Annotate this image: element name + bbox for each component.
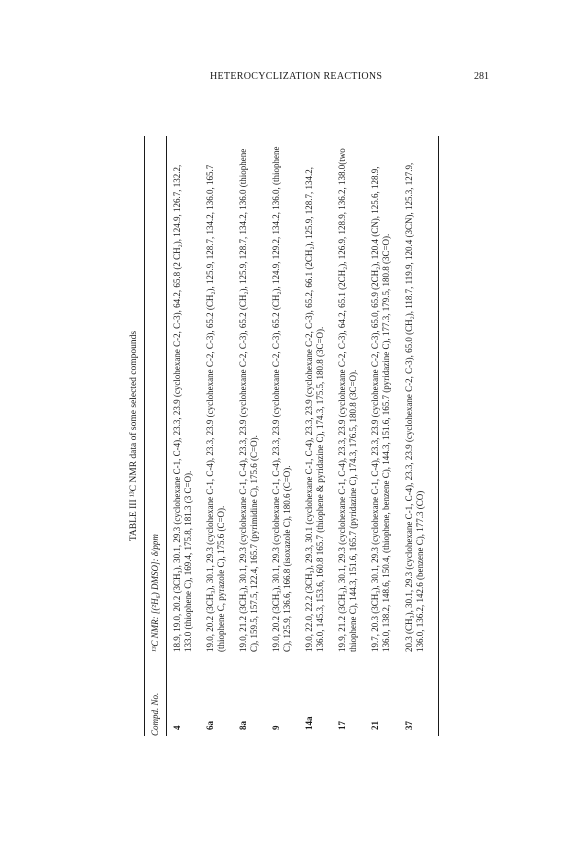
- page-number: 281: [474, 71, 489, 82]
- running-head: HETEROCYCLIZATION REACTIONS: [210, 71, 383, 82]
- nmr-data: 19.7, 20.3 (3CH₃), 30.1, 29.3 (cyclohexane C-1, C-4), 23.3, 23.9 (cyclohexane C-2, C-3), 65.0, 65.9 (2CH₂), 120.4 (CN), 125.6, 128.9, 136.0, 138.2, 148.6, 150.4, (thiophene, benzene C), 144.3, 151.6, 165.7 (pyridazine C), 177.3, 179.5, 180.8 (3C=O).: [370, 166, 391, 652]
- compound-number: 9: [271, 725, 281, 730]
- nmr-data: 19.9, 21.2 (3CH₃), 30.1, 29.3 (cyclohexane C-1, C-4), 23.3, 23.9 (cyclohexane C-2, C-3), 64.2, 65.1 (2CH₂), 126.9, 128.9, 136.2, 138.0(two thiophene C), 144.3, 151.6, 165.7 (pyridazine C), 174.3, 176.5, 180.8 (3C=O).: [337, 148, 358, 652]
- nmr-data: 19.0, 20.2 (3CH₃), 30.1, 29.3 (cyclohexane C-1, C-4), 23.3, 23.9 (cyclohexane C-2, C-3), 65.2 (CH₂), 125.9, 128.7, 134.2, 136.0, 165.7 (thiophene C, pyrazole C), 175.6 (C=O).: [205, 164, 226, 652]
- compound-number: 21: [370, 721, 380, 730]
- compound-number: 17: [337, 721, 347, 730]
- nmr-data: 19.0, 21.2 (3CH₃), 30.1, 29.3 (cyclohexane C-1, C-4), 23.3, 23.9 (cyclohexane C-2, C-3), 65.2 (CH₂), 125.9, 128.7, 134.2, 136.0 (thiophene C), 159.5, 157.5, 122.4, 165.7 (pyrimidine C), 175.6 (C=O).: [238, 148, 259, 652]
- table-top-rule: [144, 136, 145, 736]
- column-header-compound: Compd. No.: [150, 692, 160, 736]
- compound-number: 37: [404, 721, 414, 730]
- column-header-nmr: ¹³C NMR: [(²H₆) DMSO]: δ/ppm: [150, 534, 160, 652]
- rotated-table-container: [128, 136, 440, 736]
- table-bottom-rule: [438, 136, 439, 736]
- table-caption: TABLE III ¹³C NMR data of some selected compounds: [129, 330, 139, 542]
- compound-number: 8a: [238, 721, 248, 730]
- compound-number: 6a: [205, 721, 215, 730]
- compound-number: 14a: [304, 716, 314, 730]
- nmr-data: 20.3 (CH₃), 30.1, 29.3 (cyclohexane C-1, C-4), 23.3, 23.9 (cyclohexane C-2, C-3), 65.0 (CH₂), 118.7, 119.9, 120.4 (3CN), 125.3, 127.9, 136.0, 136.2, 142.6 (benzene C), 177.3 (CO): [404, 162, 425, 652]
- nmr-data: 18.9, 19.0, 20.2 (3CH₃), 30.1, 29.3 (cyclohexane C-1, C-4), 23.3, 23.9 (cyclohexane C-2, C-3), 64.2, 65.8 (2 CH₂), 124.9, 126.7, 132.2, 133.0 (thiophene C), 169.4, 175.8, 181.3 (3 C=O).: [172, 164, 193, 652]
- nmr-data: 19.0, 22.0, 22.2 (3CH₃), 29.3, 30.1 (cyclohexane C-1, C-4), 23.3, 23.9 (cyclohexane C-2, C-3), 65.2, 66.1 (2CH₂), 125.9, 128.7, 134.2, 136.0, 145.3, 153.6, 160.8 165.7 (thiophene & pyridazine C), 174.3, 175.5, 180.8 (3C=O).: [304, 167, 325, 652]
- table-header-rule: [166, 136, 167, 736]
- compound-number: 4: [172, 725, 182, 730]
- nmr-data: 19.0, 20.2 (3CH₃), 30.1, 29.3 (cyclohexane C-1, C-4), 23.3, 23.9 (cyclohexane C-2, C-3), 65.2 (CH₂), 124.9, 129.2, 134.2, 136.0, (thiophene C), 125.9, 136.6, 166.8 (isoxazole C), 180.6 (C=O).: [271, 146, 292, 652]
